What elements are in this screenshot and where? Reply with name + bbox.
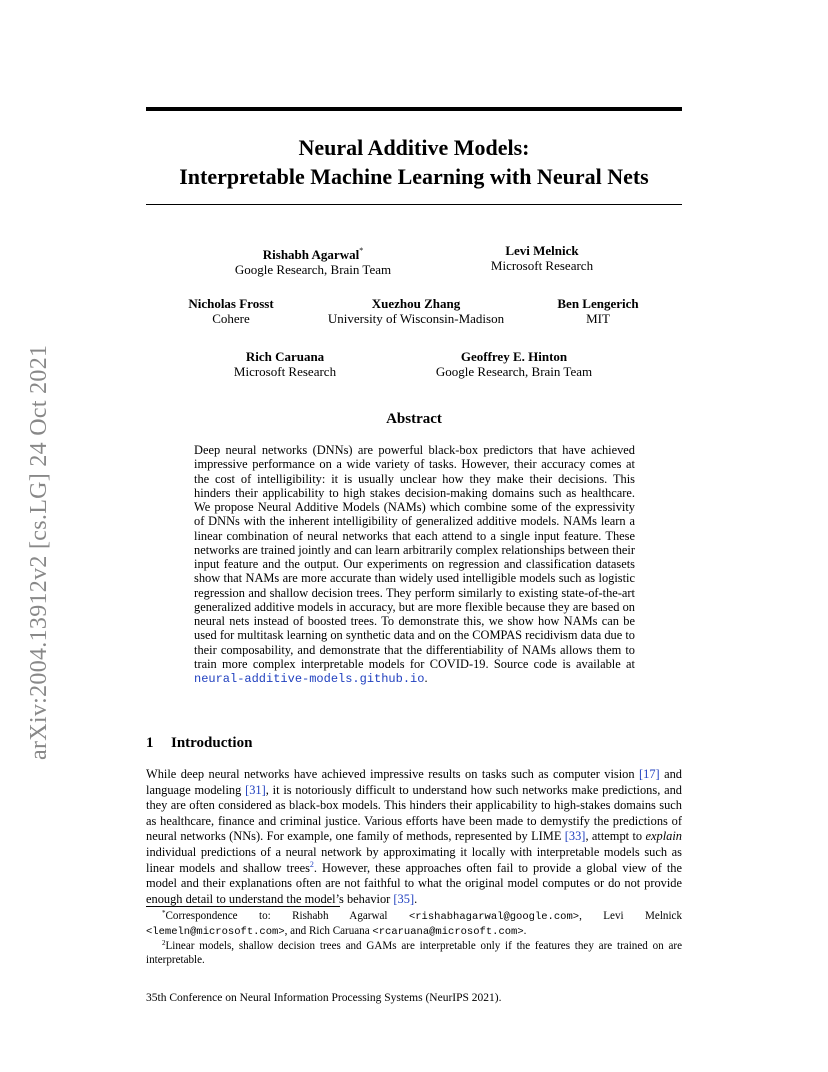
abstract-heading: Abstract (386, 411, 442, 427)
author-block (442, 243, 642, 273)
author-block (414, 349, 614, 379)
citation-link[interactable]: [35] (393, 891, 415, 906)
author-name: Ben Lengerich (557, 296, 639, 311)
author-affiliation: Google Research, Brain Team (435, 364, 593, 379)
code-repository-link[interactable]: neural-additive-models.github.io (194, 672, 425, 686)
author-block (205, 349, 365, 379)
emphasis-text: explain (645, 829, 682, 844)
footnote-interpretability: $^2$Linear models, shallow decision trees and GAMs are interpretable only if the features they are trained on are interpretable. (146, 939, 682, 966)
author-affiliation: Cohere (212, 311, 250, 326)
author-footnote-mark: * (359, 246, 364, 255)
arxiv-sidebar-stamp: arXiv:2004.13912v2 [cs.LG] 24 Oct 2021 (26, 344, 52, 760)
email-agarwal: <rishabhagarwal@google.com> (408, 911, 580, 923)
author-affiliation: Google Research, Brain Team (234, 262, 392, 277)
author-name: Nicholas Frosst (188, 296, 274, 311)
title-bottom-rule (146, 204, 682, 205)
footnotes (146, 909, 682, 967)
author-block (306, 296, 526, 326)
author-affiliation: University of Wisconsin-Madison (327, 311, 505, 326)
title-line-2: Interpretable Machine Learning with Neural Nets (179, 164, 649, 189)
footnote-rule (146, 906, 340, 907)
section-heading-introduction (146, 733, 252, 753)
title-line-1: Neural Additive Models: (298, 135, 530, 160)
author-affiliation: Microsoft Research (490, 258, 594, 273)
author-name: Geoffrey E. Hinton (460, 349, 568, 364)
citation-link[interactable]: [33] (564, 829, 586, 844)
paper-title (146, 133, 682, 191)
author-block (213, 243, 413, 277)
section-number: 1 (146, 735, 154, 751)
author-affiliation: Microsoft Research (233, 364, 337, 379)
author-name: Rishabh Agarwal* (262, 246, 364, 262)
title-top-rule (146, 107, 682, 111)
email-melnick: <lemeln@microsoft.com> (146, 926, 285, 938)
footnote-link[interactable]: 2 (309, 859, 314, 869)
email-caruana: <rcaruana@microsoft.com> (372, 926, 524, 938)
author-block (538, 296, 658, 326)
author-name: Rich Caruana (245, 349, 325, 364)
author-affiliation: MIT (586, 311, 610, 326)
section-title: Introduction (171, 735, 253, 751)
author-name: Xuezhou Zhang (371, 296, 461, 311)
conference-footer: 35th Conference on Neural Information Processing Systems (NeurIPS 2021). (146, 992, 502, 1004)
footnote-correspondence: *Correspondence to: Rishabh Agarwal <rishabhagarwal@google.com>, Levi Melnick <lemeln@microsoft.com>, and Rich Caruana <rcaruana@microsoft.com>. (146, 909, 682, 938)
author-block (156, 296, 306, 326)
introduction-paragraph: While deep neural networks have achieved impressive results on tasks such as computer vision [17] and language modeling [31], it is notoriously difficult to understand how such networks make predictions, and they are often considered as black-box models. This hinders their applicability to high-stakes domains such as healthcare, finance and criminal justice. Various efforts have been made to demystify the predictions of neural networks (NNs). For example, one family of methods, represented by LIME [33], attempt to explain individual predictions of a neural network by approximating it locally with interpretable models such as linear models and shallow trees$^2$. However, these approaches often fail to provide a global view of the model and their explanations often are not faithful to what the original model computes or do not provide enough detail to understand the model’s behavior [35]. (146, 767, 682, 906)
abstract-text: Deep neural networks (DNNs) are powerful black-box predictors that have achieved impressive performance on a wide variety of tasks. However, their accuracy comes at the cost of intelligibility: it is usually unclear how they make their decisions. This hinders their applicability to high stakes decision-making domains such as healthcare. We propose Neural Additive Models (NAMs) which combine some of the expressivity of DNNs with the inherent intelligibility of generalized additive models. NAMs learn a linear combination of neural networks that each attend to a single input feature. These networks are trained jointly and can learn arbitrarily complex relationships between their input feature and the output. Our experiments on regression and classification datasets show that NAMs are more accurate than widely used intelligible models such as logistic regression and shallow decision trees. They perform similarly to existing state-of-the-art generalized additive models in accuracy, but are more flexible because they are based on neural nets instead of boosted trees. To demonstrate this, we show how NAMs can be used for multitask learning on synthetic data and on the COMPAS recidivism data due to their composability, and demonstrate that the differentiability of NAMs allows them to train more complex interpretable models for COVID-19. Source code is available at neural-additive-models.github.io. (194, 443, 635, 686)
citation-link[interactable]: [31] (245, 782, 266, 797)
citation-link[interactable]: [17] (639, 767, 660, 781)
author-name: Levi Melnick (505, 243, 579, 258)
